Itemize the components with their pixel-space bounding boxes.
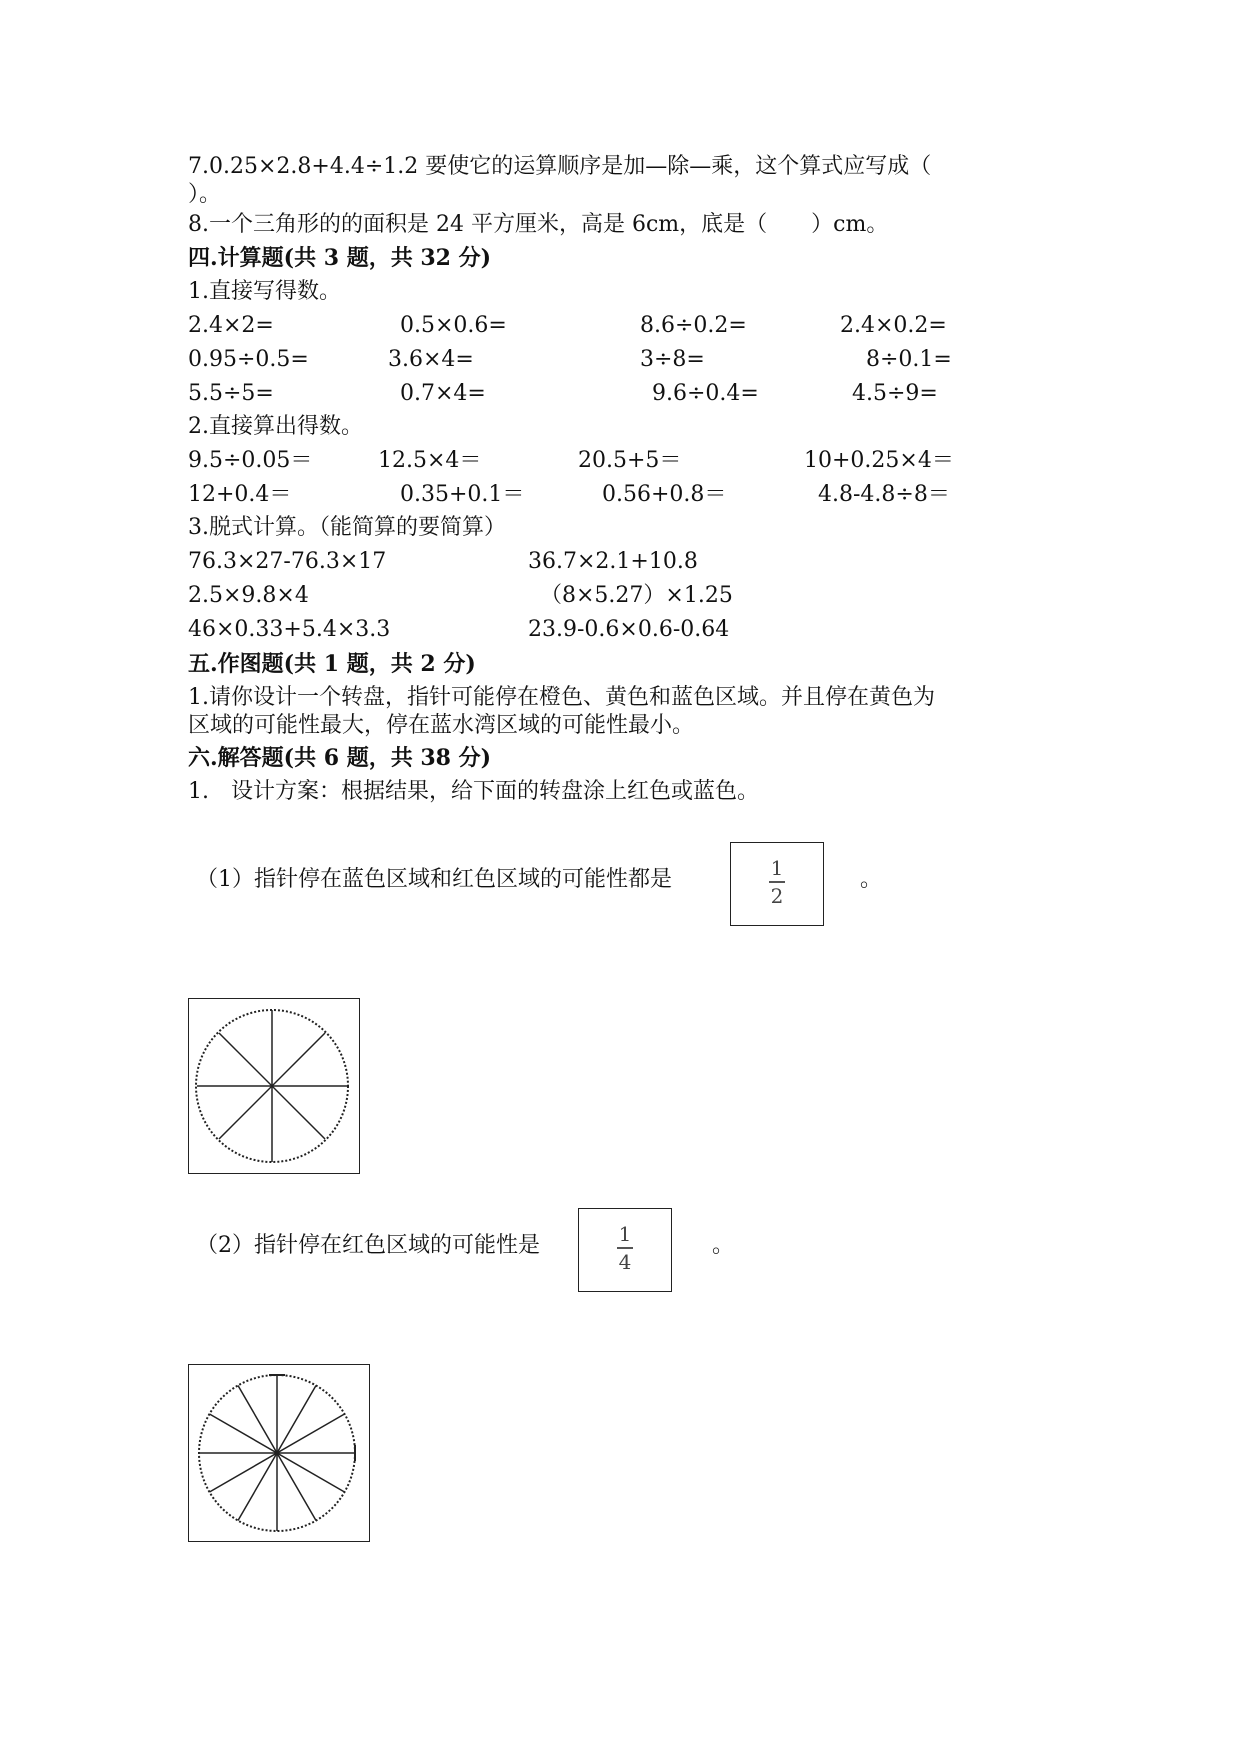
fraction-box-half bbox=[730, 842, 824, 926]
question-7-line2: ）。 bbox=[188, 182, 222, 207]
section-4-heading: 四.计算题(共 3 题，共 32 分) bbox=[188, 245, 492, 271]
calc-item: 3.6×4= bbox=[388, 347, 474, 372]
calc-item: 2.4×2= bbox=[188, 313, 274, 338]
section-6-q1-title: 1. 设计方案：根据结果，给下面的转盘涂上红色或蓝色。 bbox=[188, 779, 759, 804]
calc-item: 4.8-4.8÷8＝ bbox=[818, 482, 950, 507]
section-4-q3-title: 3.脱式计算。（能简算的要简算） bbox=[188, 515, 506, 540]
fraction-bar bbox=[617, 1247, 633, 1249]
calc-item: 5.5÷5= bbox=[188, 381, 274, 406]
question-7-line1: 7.0.25×2.8+4.4÷1.2 要使它的运算顺序是加—除—乘，这个算式应写成（ bbox=[188, 154, 932, 179]
calc-item: 4.5÷9= bbox=[852, 381, 938, 406]
calc-item: 36.7×2.1+10.8 bbox=[528, 549, 698, 574]
calc-item: 2.5×9.8×4 bbox=[188, 583, 309, 608]
fraction-denominator: 4 bbox=[618, 1249, 632, 1274]
calc-item: 0.56+0.8＝ bbox=[602, 482, 727, 507]
spinner-twelve-sectors bbox=[188, 1364, 370, 1542]
calc-item: 76.3×27-76.3×17 bbox=[188, 549, 387, 574]
section-6-heading: 六.解答题(共 6 题，共 38 分) bbox=[188, 745, 492, 771]
calc-item: 3÷8= bbox=[640, 347, 705, 372]
calc-item: 20.5+5＝ bbox=[578, 448, 682, 473]
part-2-end: 。 bbox=[712, 1233, 735, 1258]
calc-item: 0.35+0.1＝ bbox=[400, 482, 525, 507]
section-4-q1-title: 1.直接写得数。 bbox=[188, 279, 341, 304]
section-4-q2-title: 2.直接算出得数。 bbox=[188, 414, 363, 439]
section-5-q1-line1: 1.请你设计一个转盘，指针可能停在橙色、黄色和蓝色区域。并且停在黄色为 bbox=[188, 685, 935, 710]
spinner-eight-sectors bbox=[188, 998, 360, 1174]
calc-item: 0.5×0.6= bbox=[400, 313, 507, 338]
fraction-quarter bbox=[579, 1223, 671, 1273]
part-1-end: 。 bbox=[860, 867, 883, 892]
calc-item: 12+0.4＝ bbox=[188, 482, 292, 507]
part-2-text: （2）指针停在红色区域的可能性是 bbox=[196, 1233, 540, 1258]
fraction-bar bbox=[769, 881, 785, 883]
calc-item: 10+0.25×4＝ bbox=[804, 448, 954, 473]
fraction-denominator: 2 bbox=[770, 883, 784, 908]
fraction-half bbox=[731, 857, 823, 907]
calc-item: 9.5÷0.05＝ bbox=[188, 448, 313, 473]
fraction-numerator: 1 bbox=[770, 856, 784, 880]
calc-item: 0.7×4= bbox=[400, 381, 486, 406]
section-5-q1-line2: 区域的可能性最大，停在蓝水湾区域的可能性最小。 bbox=[188, 713, 695, 738]
part-1-text: （1）指针停在蓝色区域和红色区域的可能性都是 bbox=[196, 867, 672, 892]
calc-item: 46×0.33+5.4×3.3 bbox=[188, 617, 391, 642]
calc-item: 8.6÷0.2= bbox=[640, 313, 747, 338]
calc-item: 8÷0.1= bbox=[866, 347, 952, 372]
spinner-eight-sectors-drawing bbox=[189, 999, 359, 1173]
fraction-box-quarter bbox=[578, 1208, 672, 1292]
fraction-numerator: 1 bbox=[618, 1222, 632, 1246]
section-5-heading: 五.作图题(共 1 题，共 2 分) bbox=[188, 651, 476, 677]
calc-item: （8×5.27）×1.25 bbox=[540, 583, 733, 608]
calc-item: 0.95÷0.5= bbox=[188, 347, 309, 372]
spinner-twelve-sectors-drawing bbox=[189, 1365, 369, 1541]
calc-item: 12.5×4＝ bbox=[378, 448, 482, 473]
question-8: 8.一个三角形的的面积是 24 平方厘米，高是 6cm，底是（ ）cm。 bbox=[188, 212, 889, 237]
calc-item: 9.6÷0.4= bbox=[652, 381, 759, 406]
calc-item: 2.4×0.2= bbox=[840, 313, 947, 338]
calc-item: 23.9-0.6×0.6-0.64 bbox=[528, 617, 730, 642]
